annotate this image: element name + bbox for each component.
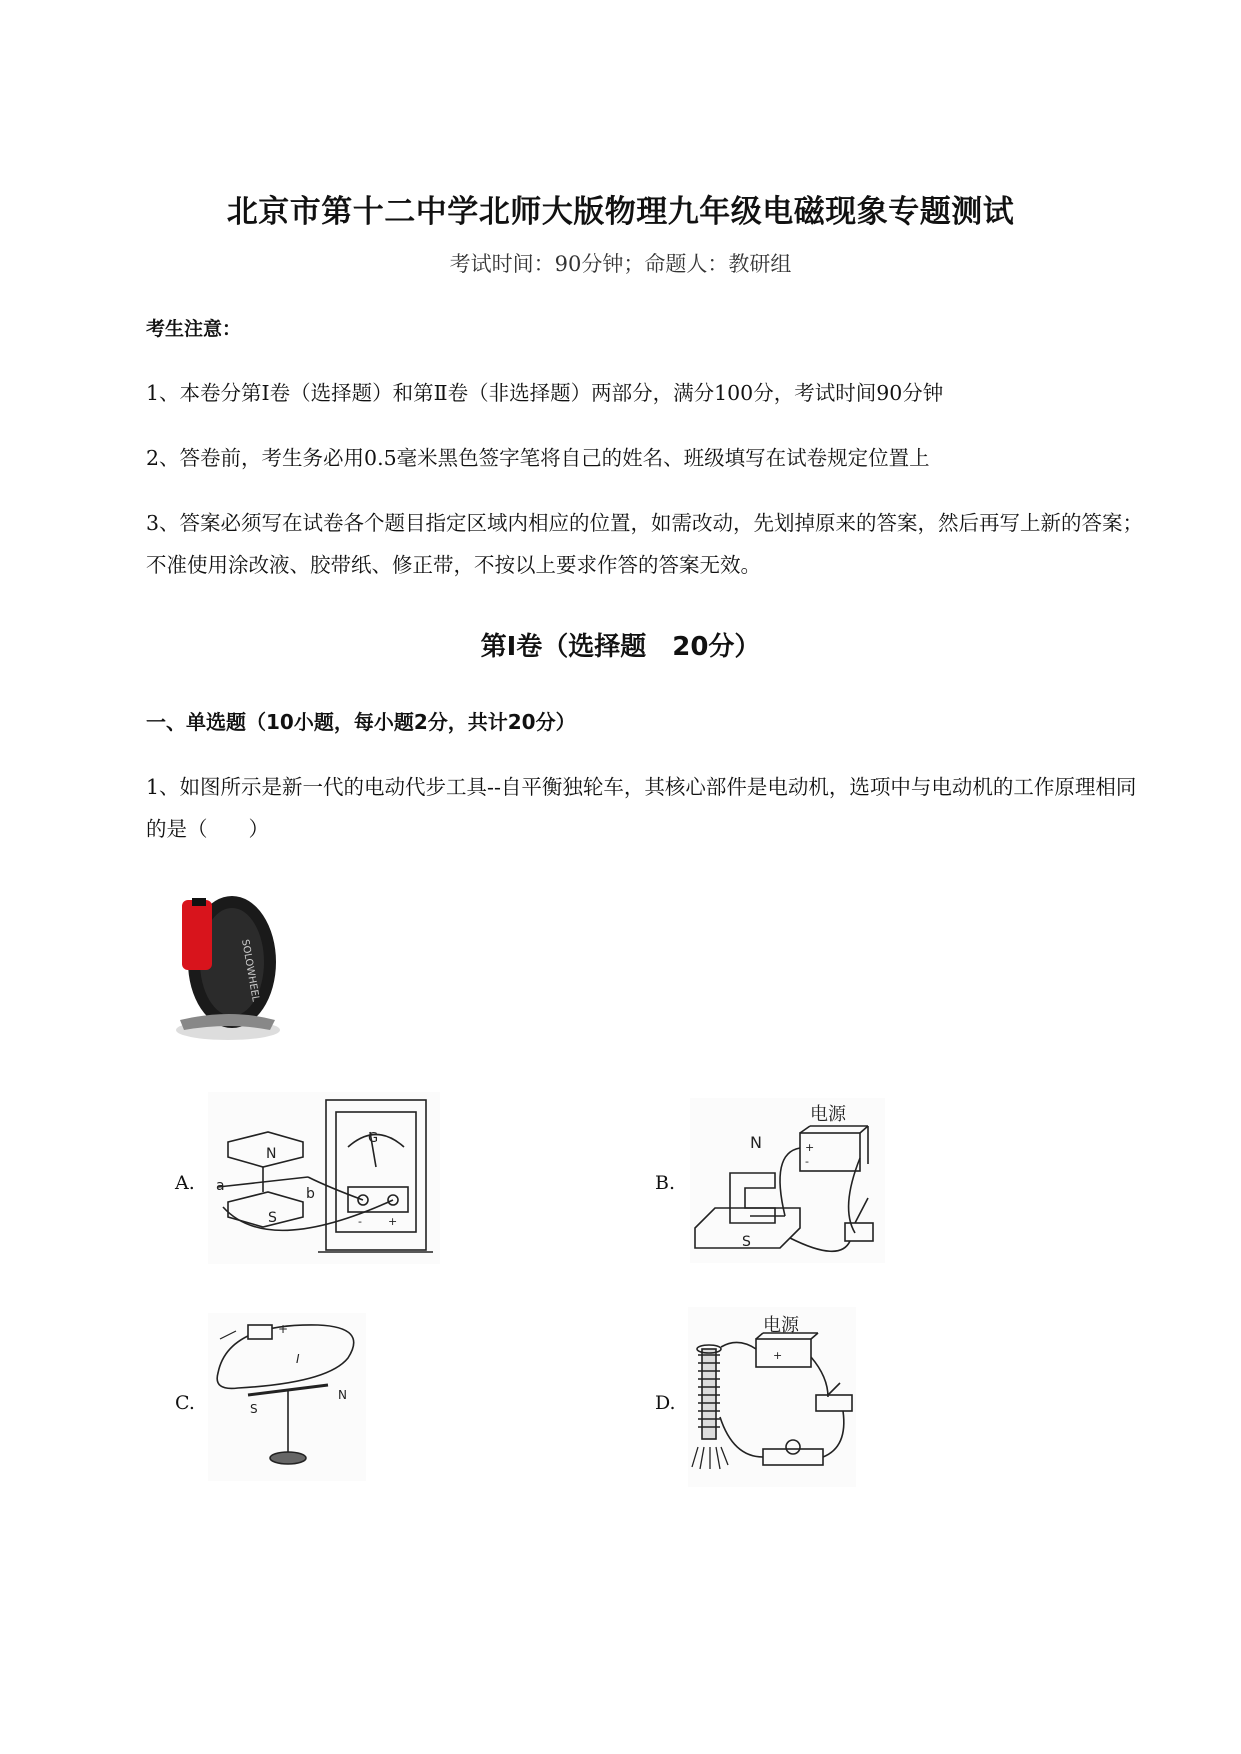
option-c-label[interactable]: C. xyxy=(175,1392,195,1414)
question-1-text: 1、如图所示是新一代的电动代步工具--自平衡独轮车，其核心部件是电动机，选项中与电动机的工作原理相同的是（ ） xyxy=(146,775,1137,841)
notice-item-1: 1、本卷分第Ⅰ卷（选择题）和第Ⅱ卷（非选择题）两部分，满分100分，考试时间90分钟 xyxy=(146,381,944,405)
option-a-b: b xyxy=(306,1186,315,1202)
option-a-s: S xyxy=(268,1210,277,1226)
option-d-plus: + xyxy=(773,1349,783,1362)
option-a-n: N xyxy=(266,1146,277,1162)
option-b-figure xyxy=(690,1098,885,1263)
part-heading: 一、单选题（10小题，每小题2分，共计20分） xyxy=(146,710,576,734)
notice-item-2: 2、答卷前，考生务必用0.5毫米黑色签字笔将自己的姓名、班级填写在试卷规定位置上 xyxy=(146,446,930,470)
option-a-a: a xyxy=(216,1178,225,1194)
option-c-figure xyxy=(208,1313,366,1481)
option-d-power: 电源 xyxy=(763,1315,799,1336)
section-title: 第Ⅰ卷（选择题 20分） xyxy=(480,632,761,662)
option-a-g: G xyxy=(368,1131,379,1146)
option-a-minus: - xyxy=(358,1215,362,1228)
option-b-label[interactable]: B. xyxy=(655,1172,676,1194)
option-d-figure xyxy=(688,1307,856,1487)
notice-item-3: 3、答案必须写在试卷各个题目指定区域内相应的位置，如需改动，先划掉原来的答案，然后再写上新的答案；不准使用涂改液、胶带纸、修正带，不按以上要求作答的答案无效。 xyxy=(146,511,1144,577)
option-b-n: N xyxy=(750,1133,762,1152)
option-a-figure xyxy=(208,1092,440,1264)
option-c-s: S xyxy=(250,1402,258,1416)
option-c-n: N xyxy=(338,1388,347,1402)
option-a-plus: + xyxy=(388,1215,398,1228)
exam-subtitle: 考试时间：90分钟；命题人：教研组 xyxy=(449,252,792,276)
option-a-label[interactable]: A. xyxy=(175,1172,195,1194)
option-c-current: I xyxy=(296,1352,300,1366)
option-c-plus: + xyxy=(278,1322,289,1336)
option-b-minus: - xyxy=(805,1155,809,1168)
option-b-power: 电源 xyxy=(810,1104,846,1125)
unicycle-brand-text: SOLOWHEEL xyxy=(239,938,261,1003)
option-b-plus: + xyxy=(805,1141,815,1154)
exam-title: 北京市第十二中学北师大版物理九年级电磁现象专题测试 xyxy=(226,194,1015,230)
notice-heading: 考生注意： xyxy=(146,318,242,340)
unicycle-image xyxy=(170,880,285,1045)
option-b-s: S xyxy=(742,1234,751,1250)
option-d-label[interactable]: D. xyxy=(655,1392,676,1414)
